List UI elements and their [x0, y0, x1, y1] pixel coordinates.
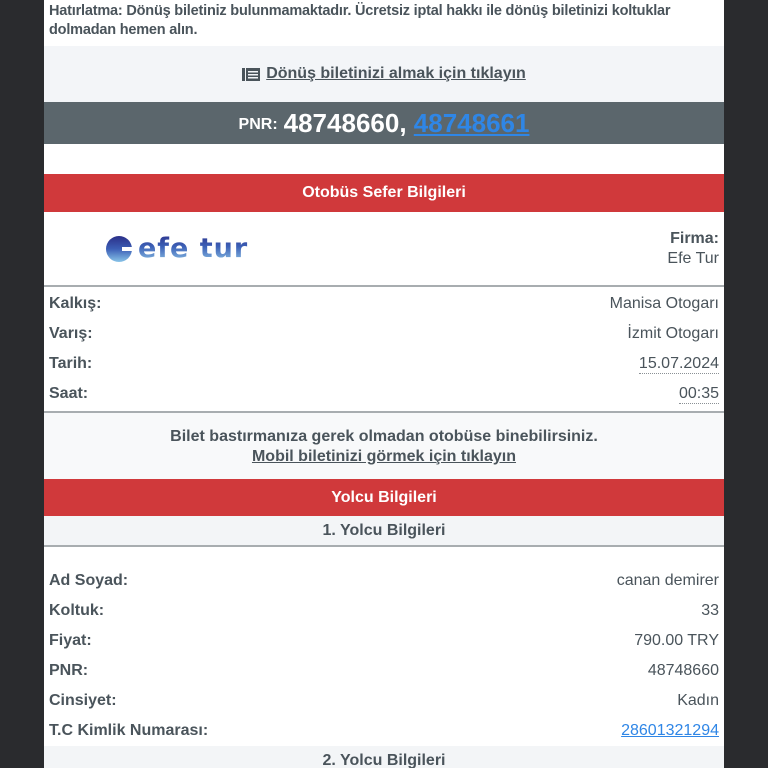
pnr-label: PNR:: [238, 116, 278, 133]
return-ticket-box: [44, 46, 724, 102]
pnr-row-value: 48748660: [647, 662, 719, 679]
departure-label: Kalkış:: [49, 295, 102, 312]
id-number-label: T.C Kimlik Numarası:: [49, 722, 209, 739]
pnr-row-label: PNR:: [49, 662, 89, 679]
company-logo: [106, 233, 248, 264]
seat-label: Koltuk:: [49, 602, 105, 619]
firm-info: [667, 230, 719, 268]
pnr-secondary-link[interactable]: 48748661: [413, 107, 530, 138]
firm-label: Firma:: [670, 229, 719, 247]
pnr-primary: 48748660,: [283, 107, 407, 138]
arrival-row: [49, 319, 719, 349]
date-label: Tarih:: [49, 355, 93, 372]
gender-row: [49, 686, 719, 716]
pnr-row: [49, 656, 719, 686]
trip-info-header: Otobüs Sefer Bilgileri: [44, 174, 724, 212]
price-row: [49, 626, 719, 656]
logo-text: efe tur: [138, 233, 249, 264]
passenger-1-details: [44, 547, 724, 746]
seat-row: [49, 596, 719, 626]
passenger-1-header: 1. Yolcu Bilgileri: [44, 516, 724, 547]
date-value: 15.07.2024: [638, 354, 719, 372]
mobile-ticket-link[interactable]: Mobil biletinizi görmek için tıklayın: [251, 448, 517, 465]
ticket-page: [44, 0, 724, 768]
passenger-info-header: Yolcu Bilgileri: [44, 479, 724, 516]
name-value: canan demirer: [616, 572, 719, 589]
firm-row: [44, 212, 724, 287]
gender-label: Cinsiyet:: [49, 692, 117, 709]
seat-value: 33: [701, 602, 719, 619]
id-number-row: [49, 716, 719, 746]
arrival-label: Varış:: [49, 325, 93, 342]
departure-value: Manisa Otogarı: [609, 295, 719, 312]
date-row: [49, 349, 719, 379]
time-label: Saat:: [49, 385, 89, 402]
price-value: 790.00 TRY: [634, 632, 719, 649]
price-label: Fiyat:: [49, 632, 92, 649]
arrival-value: İzmit Otogarı: [627, 325, 719, 342]
name-label: Ad Soyad:: [49, 572, 129, 589]
return-ticket-link[interactable]: [242, 65, 526, 83]
spacer: [44, 144, 724, 174]
name-row: [49, 566, 719, 596]
trip-details: [44, 287, 724, 413]
time-row: [49, 379, 719, 409]
mobile-ticket-box: [44, 413, 724, 479]
pnr-bar: [44, 102, 724, 144]
list-icon: [242, 68, 260, 81]
time-value: 00:35: [678, 384, 719, 402]
reminder-notice: Hatırlatma: Dönüş biletiniz bulunmamaktadır. Ücretsiz iptal hakkı ile dönüş biletinizi koltuklar dolmadan hemen alın.: [49, 3, 671, 38]
mobile-ticket-text: Bilet bastırmanıza gerek olmadan otobüse binebilirsiniz.: [170, 428, 598, 445]
id-number-link[interactable]: 28601321294: [621, 722, 719, 739]
gender-value: Kadın: [677, 692, 719, 709]
passenger-2-header: 2. Yolcu Bilgileri: [44, 746, 724, 768]
departure-row: [49, 289, 719, 319]
return-ticket-link-label[interactable]: Dönüş biletinizi almak için tıklayın: [266, 65, 526, 82]
firm-value: Efe Tur: [667, 249, 719, 267]
logo-circle-icon: [106, 236, 132, 262]
